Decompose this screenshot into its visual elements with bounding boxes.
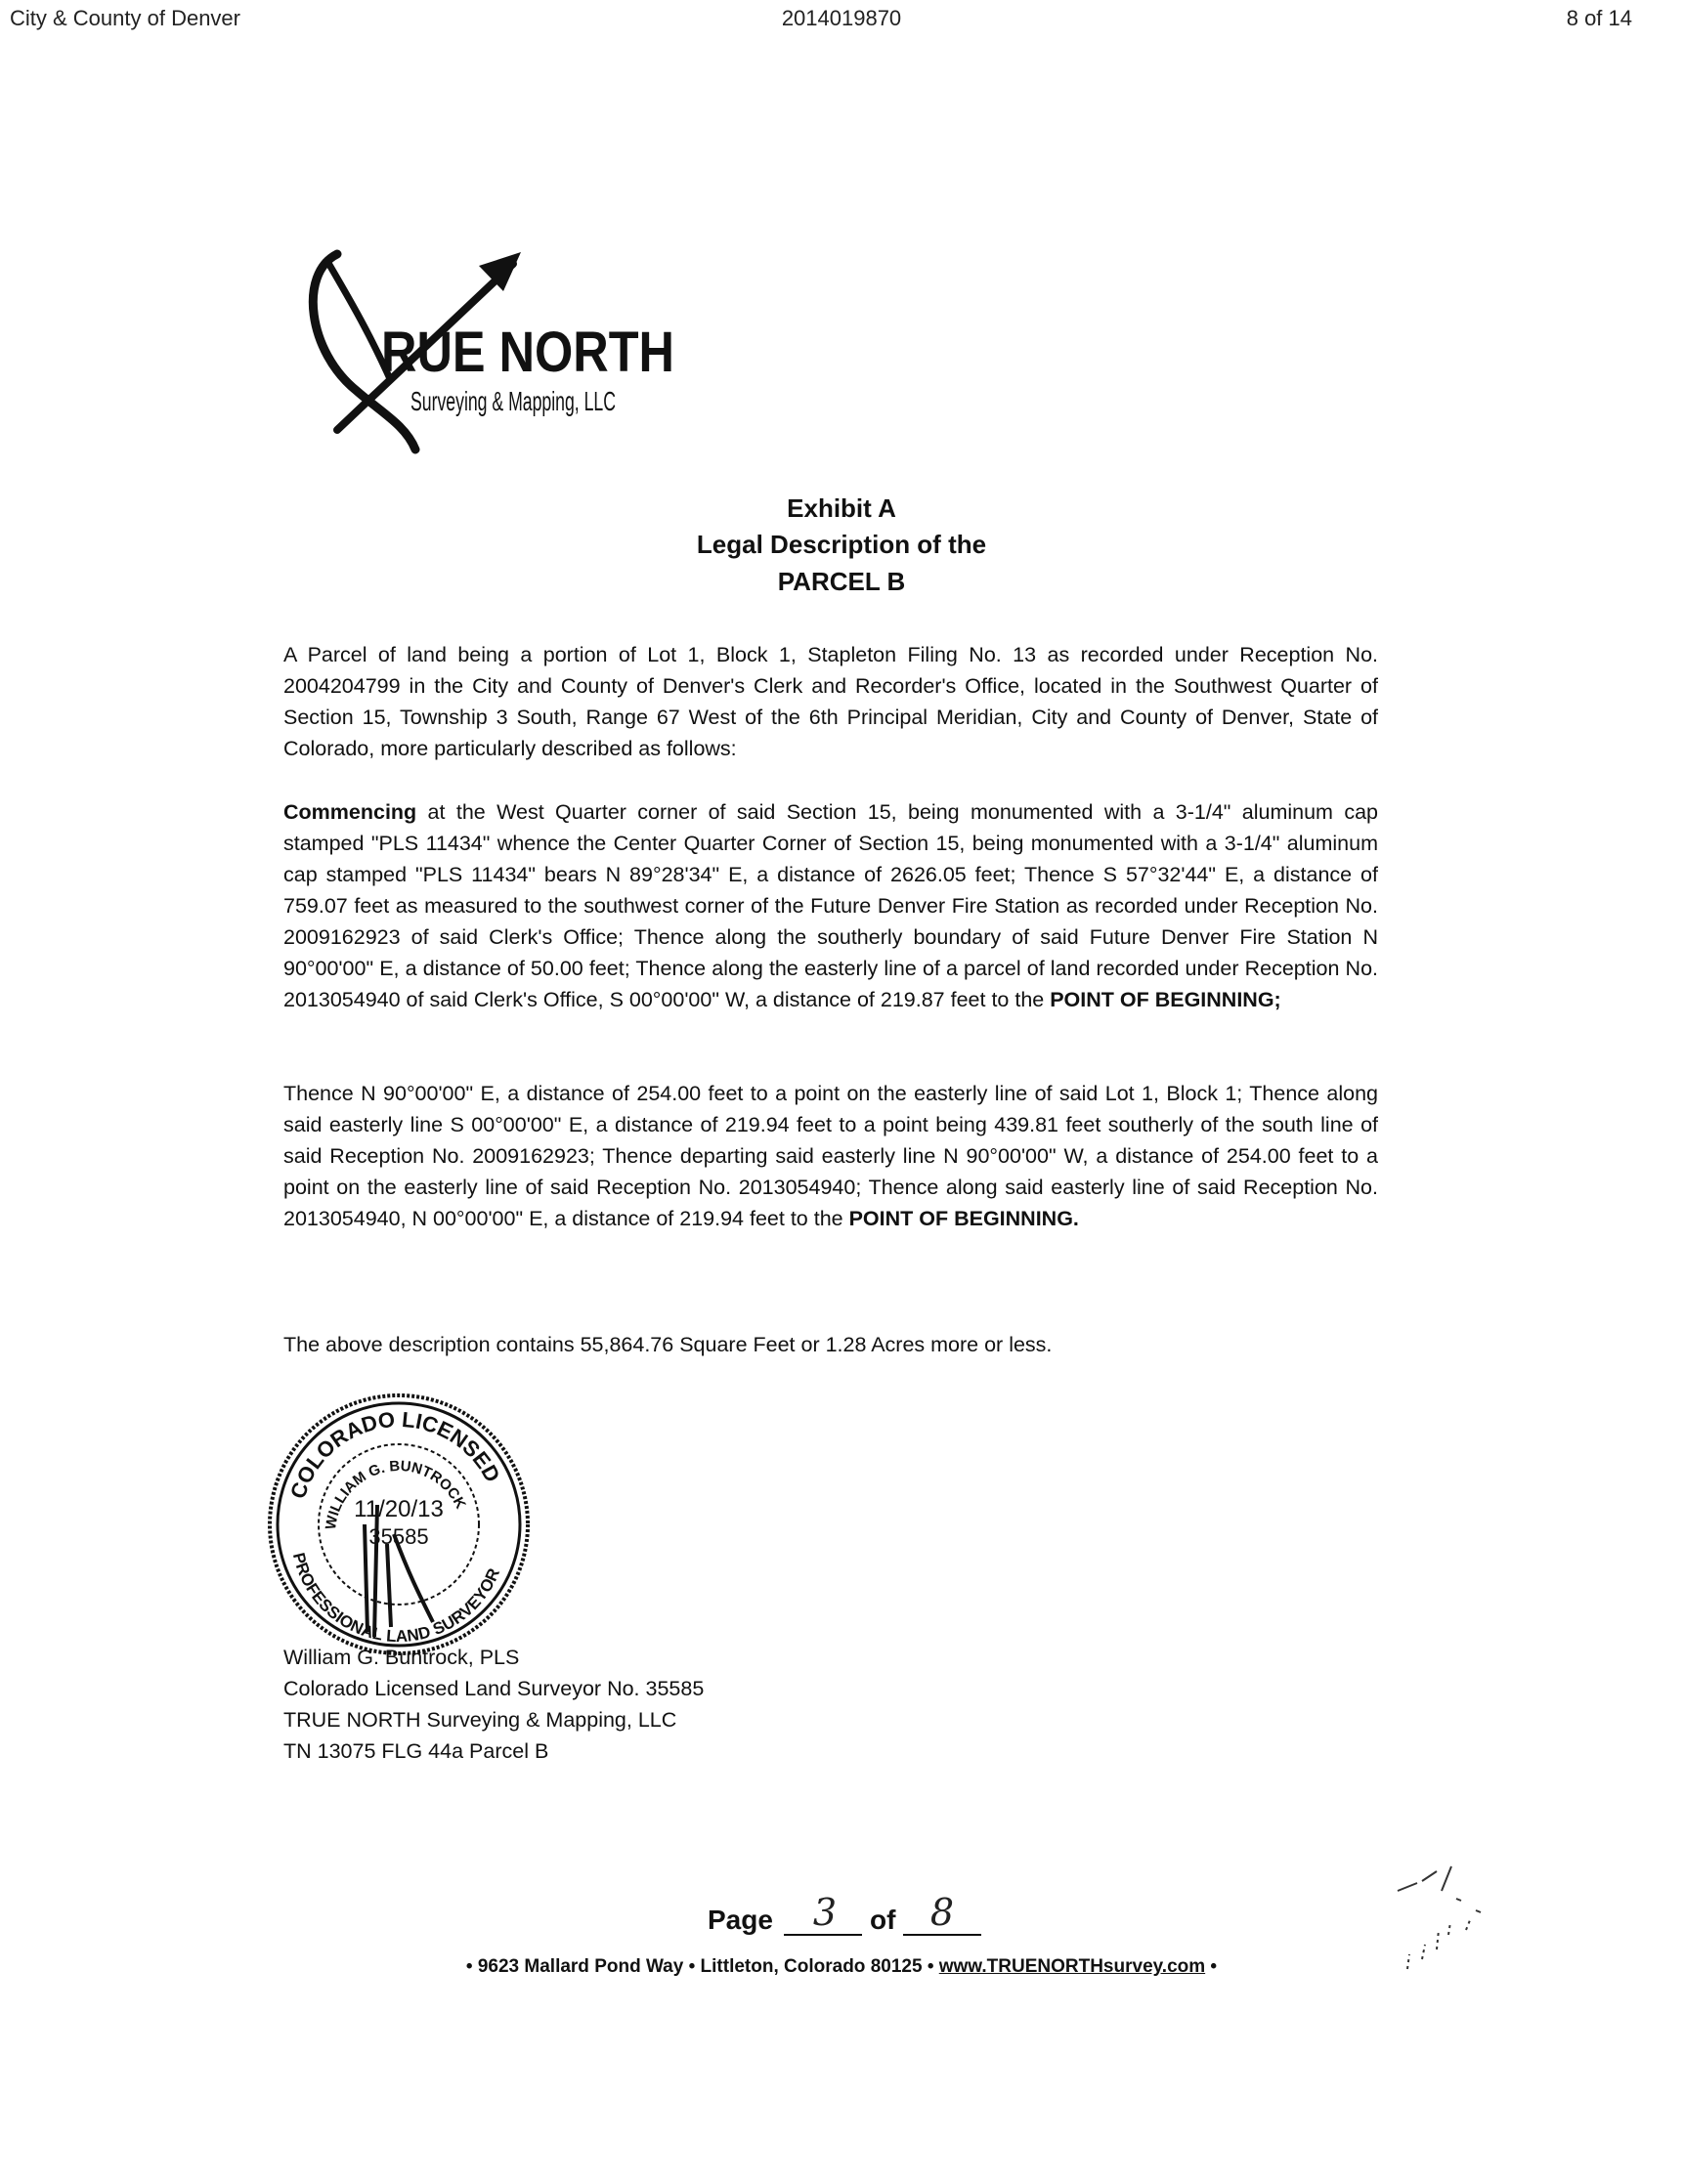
boundary-paragraph [283, 1078, 1378, 1234]
surveyor-seal [262, 1388, 536, 1661]
point-of-beginning-label: POINT OF BEGINNING; [1050, 988, 1281, 1011]
page-current-underline [784, 1934, 862, 1936]
seal-inner-name: WILLIAM G. BUNTROCK [322, 1457, 469, 1531]
handwritten-mark [1388, 1862, 1525, 1989]
surveyor-license: Colorado Licensed Land Surveyor No. 35585 [283, 1677, 705, 1700]
footer-address: 9623 Mallard Pond Way [477, 1956, 684, 1977]
exhibit-parcel: PARCEL B [777, 567, 906, 596]
parcel-location-paragraph: A Parcel of land being a portion of Lot 1, Block 1, Stapleton Filing No. 13 as recorded under Reception No. 2004204799 in the City and County of Denver's Clerk and Recorder's Office, located in the Southwest Quarter of Section 15, Township 3 South, Range 67 West of the 6th Principal Meridian, City and County of Denver, State of Colorado, more particularly described as follows: [283, 643, 1378, 760]
footer-bullet: • [1210, 1956, 1218, 1977]
commencing-text: at the West Quarter corner of said Section 15, being monumented with a 3-1/4" aluminum cap stamped "PLS 11434" whence the Center Quarter Corner of Section 15, being monumented with a 3-1/4" aluminum cap stamped "PLS 11434" bears N 89°28'34" E, a distance of 2626.05 feet; Thence S 57°32'44" E, a distance of 759.07 feet as measured to the southwest corner of the Future Denver Fire Station as recorded under Reception No. 2009162923 of said Clerk's Office; Thence along the southerly boundary of said Future Denver Fire Station N 90°00'00" E, a distance of 50.00 feet; Thence along the easterly line of a parcel of land recorded under Reception No. 2013054940 of said Clerk's Office, S 00°00'00" W, a distance of 219.87 feet to the [283, 800, 1378, 1011]
logo-tagline: Surveying & Mapping, LLC [410, 386, 616, 416]
page-label: Page [708, 1905, 773, 1935]
page-total: 8 [929, 1891, 955, 1934]
header-page-count: 8 of 14 [1566, 6, 1632, 30]
of-label: of [870, 1905, 896, 1935]
commencing-paragraph [283, 796, 1378, 1015]
page-current: 3 [812, 1891, 838, 1934]
exhibit-subtitle: Legal Description of the [696, 530, 987, 559]
seal-outer-bottom: PROFESSIONAL LAND SURVEYOR [288, 1551, 504, 1647]
area-statement: The above description contains 55,864.76 Square Feet or 1.28 Acres more or less. [283, 1333, 1053, 1356]
footer-website-link[interactable]: www.TRUENORTHsurvey.com [938, 1956, 1206, 1977]
logo-company-name: RUE NORTH [381, 321, 674, 384]
header-reception-number: 2014019870 [781, 6, 902, 30]
true-north-logo [298, 244, 689, 489]
page-total-underline [903, 1934, 981, 1936]
boundary-text: Thence N 90°00'00" E, a distance of 254.00 feet to a point on the easterly line of said Lot 1, Block 1; Thence along said easterly line S 00°00'00" E, a distance of 219.94 feet to a point being 439.81 feet southerly of the south line of said Reception No. 2009162923; Thence departing said easterly line N 90°00'00" W, a distance of 254.00 feet to a point on the easterly line of said Reception No. 2013054940; Thence along said easterly line of said Reception No. 2013054940, N 00°00'00" E, a distance of 219.94 feet to the [283, 1082, 1378, 1230]
seal-outer-top: COLORADO LICENSED [284, 1406, 505, 1502]
exhibit-title: Exhibit A [787, 493, 896, 523]
seal-date: 11/20/13 [354, 1496, 444, 1522]
point-of-beginning-closing: POINT OF BEGINNING. [848, 1207, 1079, 1230]
footer-bullet: • [465, 1956, 473, 1977]
commencing-lead: Commencing [283, 800, 417, 824]
header-county: City & County of Denver [10, 6, 240, 30]
surveyor-company: TRUE NORTH Surveying & Mapping, LLC [283, 1708, 677, 1732]
surveyor-name: William G. Buntrock, PLS [283, 1646, 520, 1669]
page-indicator [708, 1891, 1001, 1940]
footer-bullet: • [927, 1956, 934, 1977]
footer-bullet: • [688, 1956, 696, 1977]
job-reference: TN 13075 FLG 44a Parcel B [283, 1739, 549, 1763]
seal-license-number: 35585 [368, 1524, 429, 1549]
footer-city: Littleton, Colorado 80125 [700, 1956, 923, 1977]
